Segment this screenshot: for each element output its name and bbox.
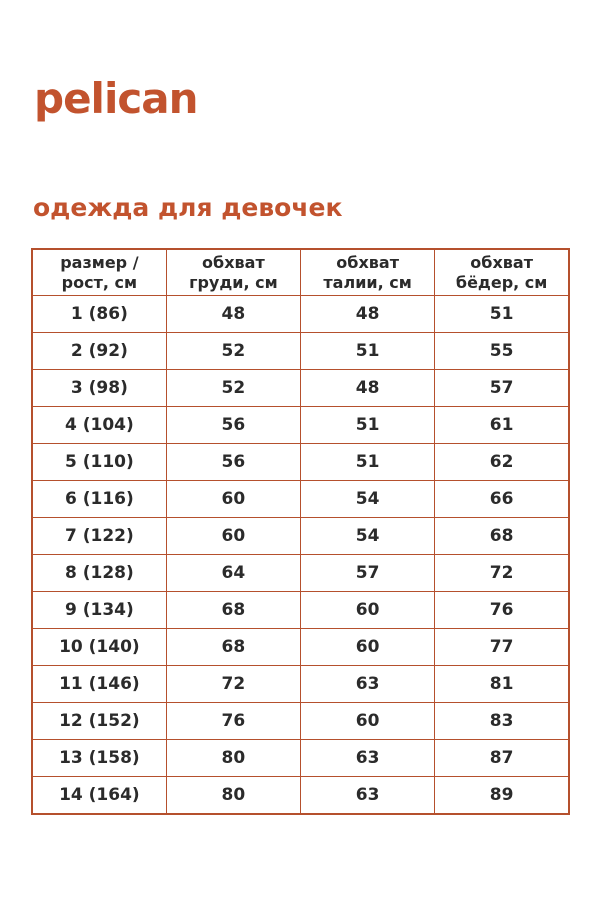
measurement-cell: 83 (435, 703, 569, 740)
measurement-cell: 68 (435, 518, 569, 555)
measurement-cell: 60 (301, 629, 435, 666)
measurement-cell: 60 (166, 481, 300, 518)
measurement-cell: 80 (166, 740, 300, 777)
column-header-size (32, 249, 166, 296)
table-row (32, 370, 569, 407)
size-cell: 2 (92) (32, 333, 166, 370)
measurement-cell: 60 (166, 518, 300, 555)
measurement-cell: 51 (301, 444, 435, 481)
measurement-cell: 81 (435, 666, 569, 703)
measurement-cell: 52 (166, 370, 300, 407)
size-chart-header (32, 249, 569, 296)
size-chart-table (31, 248, 570, 815)
measurement-cell: 62 (435, 444, 569, 481)
measurement-cell: 63 (301, 777, 435, 814)
measurement-cell: 80 (166, 777, 300, 814)
brand-logo: pelican (34, 74, 198, 123)
column-header-waist (301, 249, 435, 296)
measurement-cell: 64 (166, 555, 300, 592)
size-cell: 13 (158) (32, 740, 166, 777)
size-cell: 5 (110) (32, 444, 166, 481)
table-row (32, 481, 569, 518)
table-row (32, 777, 569, 814)
table-row (32, 629, 569, 666)
size-cell: 4 (104) (32, 407, 166, 444)
header-line: рост, см (61, 272, 138, 292)
measurement-cell: 51 (301, 333, 435, 370)
measurement-cell: 89 (435, 777, 569, 814)
measurement-cell: 56 (166, 444, 300, 481)
size-table-body (32, 296, 569, 814)
table-row (32, 592, 569, 629)
measurement-cell: 54 (301, 481, 435, 518)
measurement-cell: 52 (166, 333, 300, 370)
measurement-cell: 66 (435, 481, 569, 518)
header-line: размер / (60, 253, 139, 272)
measurement-cell: 51 (301, 407, 435, 444)
header-line: обхват (202, 253, 265, 272)
table-row (32, 333, 569, 370)
header-line: бёдер, см (455, 272, 548, 292)
measurement-cell: 77 (435, 629, 569, 666)
size-cell: 3 (98) (32, 370, 166, 407)
measurement-cell: 56 (166, 407, 300, 444)
measurement-cell: 60 (301, 703, 435, 740)
column-header-chest (166, 249, 300, 296)
header-row (32, 249, 569, 296)
size-cell: 1 (86) (32, 296, 166, 333)
table-row (32, 444, 569, 481)
measurement-cell: 87 (435, 740, 569, 777)
measurement-cell: 76 (435, 592, 569, 629)
measurement-cell: 68 (166, 592, 300, 629)
measurement-cell: 72 (166, 666, 300, 703)
header-line: обхват (336, 253, 399, 272)
table-row (32, 666, 569, 703)
table-row (32, 296, 569, 333)
size-cell: 11 (146) (32, 666, 166, 703)
size-cell: 8 (128) (32, 555, 166, 592)
measurement-cell: 48 (301, 296, 435, 333)
table-row (32, 407, 569, 444)
measurement-cell: 63 (301, 666, 435, 703)
measurement-cell: 57 (301, 555, 435, 592)
measurement-cell: 48 (301, 370, 435, 407)
table-row (32, 703, 569, 740)
size-cell: 10 (140) (32, 629, 166, 666)
measurement-cell: 54 (301, 518, 435, 555)
measurement-cell: 48 (166, 296, 300, 333)
column-header-hips (435, 249, 569, 296)
measurement-cell: 76 (166, 703, 300, 740)
table-row (32, 740, 569, 777)
size-cell: 7 (122) (32, 518, 166, 555)
measurement-cell: 72 (435, 555, 569, 592)
header-line: обхват (470, 253, 533, 272)
header-line: груди, см (189, 272, 278, 292)
measurement-cell: 57 (435, 370, 569, 407)
size-cell: 9 (134) (32, 592, 166, 629)
measurement-cell: 51 (435, 296, 569, 333)
size-cell: 14 (164) (32, 777, 166, 814)
measurement-cell: 68 (166, 629, 300, 666)
size-cell: 12 (152) (32, 703, 166, 740)
measurement-cell: 63 (301, 740, 435, 777)
size-cell: 6 (116) (32, 481, 166, 518)
page-title: одежда для девочек (33, 193, 343, 222)
table-row (32, 518, 569, 555)
table-row (32, 555, 569, 592)
measurement-cell: 60 (301, 592, 435, 629)
header-line: талии, см (323, 272, 412, 292)
measurement-cell: 55 (435, 333, 569, 370)
measurement-cell: 61 (435, 407, 569, 444)
